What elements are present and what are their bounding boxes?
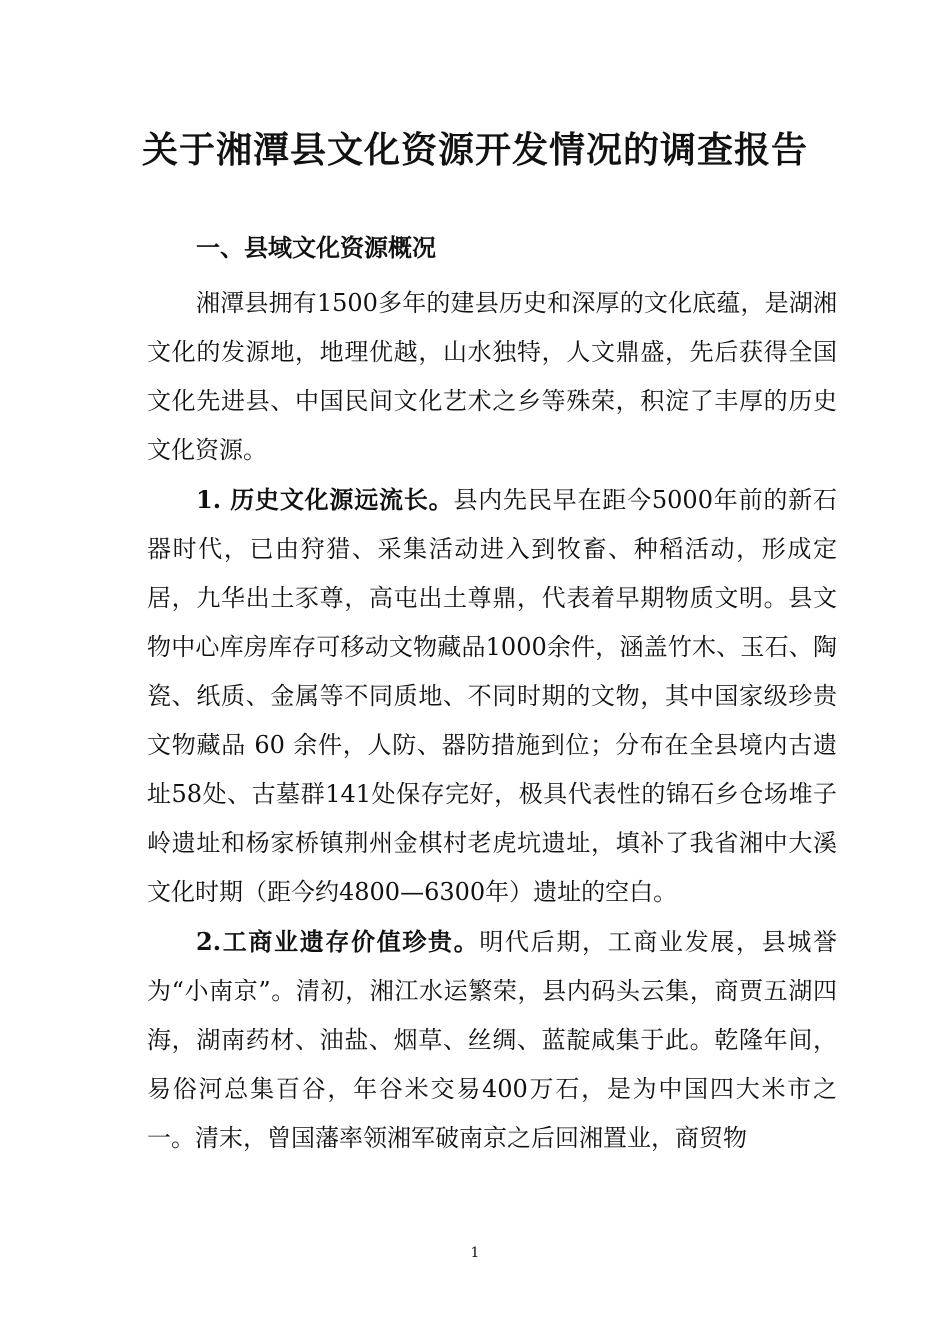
- document-title: 关于湘潭县文化资源开发情况的调查报告: [141, 129, 808, 171]
- item-1-text: 县内先民早在距今5000年前的新石器时代，已由狩猎、采集活动进入到牧畜、种稻活动，形成定居，九华出土豕尊，高屯出土尊鼎，代表着早期物质文明。县文物中心库房库存可移动文物藏品1000余件，涵盖竹木、玉石、陶瓷、纸质、金属等不同质地、不同时期的文物，其中国家级珍贵文物藏品 60 余件，人防、器防措施到位；分布在全县境内古遗址58处、古墓群141处保存完好，极具代表性的锦石乡仓场堆子岭遗址和杨家桥镇荆州金棋村老虎坑遗址，填补了我省湘中大溪文化时期（距今约4800—6300年）遗址的空白。: [147, 486, 837, 906]
- document-body: [147, 279, 837, 1163]
- item-1-lead: 1. 历史文化源远流长。: [196, 485, 454, 514]
- section-heading: 一、县域文化资源概况: [196, 234, 436, 262]
- item-1-paragraph: [147, 475, 837, 917]
- page-number: 1: [470, 1245, 480, 1261]
- item-2-paragraph: [147, 917, 837, 1163]
- intro-paragraph: 湘潭县拥有1500多年的建县历史和深厚的文化底蕴，是湖湘文化的发源地，地理优越，山水独特，人文鼎盛，先后获得全国文化先进县、中国民间文化艺术之乡等殊荣，积淀了丰厚的历史文化资源。: [147, 289, 837, 464]
- item-2-text: 明代后期，工商业发展，县城誉为“小南京”。清初，湘江水运繁荣，县内码头云集，商贾五湖四海，湖南药材、油盐、烟草、丝绸、蓝靛咸集于此。乾隆年间，易俗河总集百谷，年谷米交易400万石，是为中国四大米市之一。清末，曾国藩率领湘军破南京之后回湘置业，商贸物: [147, 928, 837, 1152]
- item-2-lead: 2.工商业遗存价值珍贵。: [196, 927, 480, 956]
